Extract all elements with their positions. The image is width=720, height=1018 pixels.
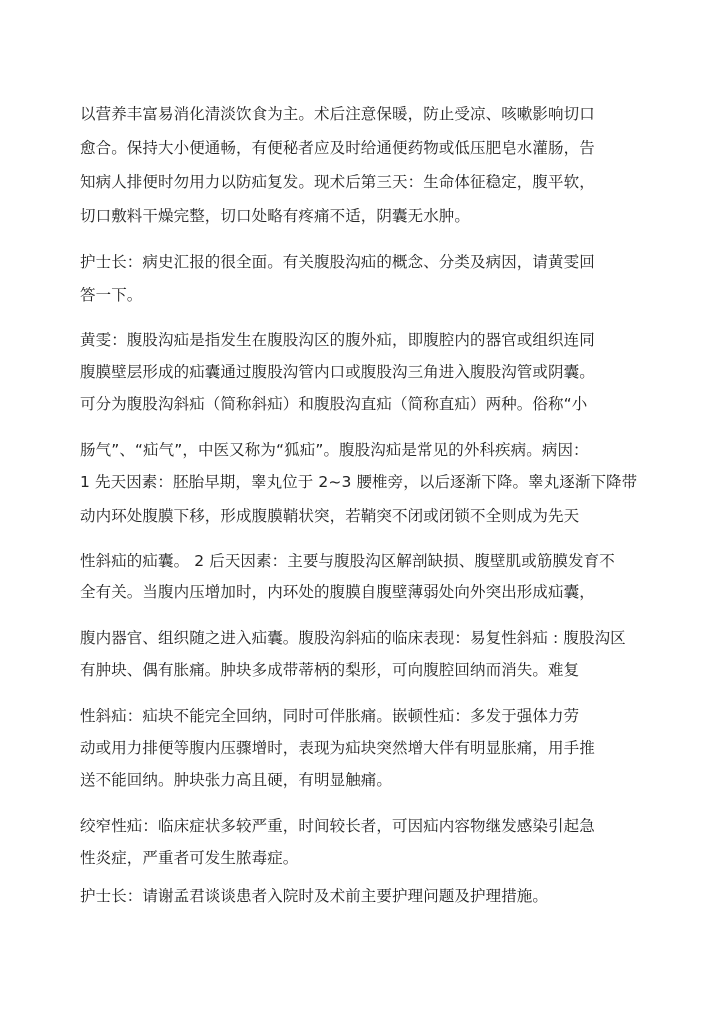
text-line: 黄雯：腹股沟疝是指发生在腹股沟区的腹外疝，即腹腔内的器官或组织连同 (80, 331, 595, 349)
text-line: 动内环处腹膜下移，形成腹膜鞘状突，若鞘突不闭或闭锁不全则成为先天 (80, 507, 580, 525)
text-line: 切口敷料干燥完整，切口处略有疼痛不适，阴囊无水肿。 (80, 207, 471, 225)
text-line: 绞窄性疝：临床症状多较严重，时间较长者，可因疝内容物继发感染引起急 (80, 817, 595, 835)
text-line: 肠气”、“疝气”，中医又称为“狐疝”。腹股沟疝是常见的外科疾病。病因： (80, 441, 589, 459)
text-line: 性炎症，严重者可发生脓毒症。 (80, 849, 299, 867)
text-line: 以营养丰富易消化清淡饮食为主。术后注意保暖，防止受凉、咳嗽影响切口 (80, 105, 595, 123)
text-line: 腹内器官、组织随之进入疝囊。腹股沟斜疝的临床表现：易复性斜疝 : 腹股沟区 (80, 629, 626, 647)
text-line: 护士长：病史汇报的很全面。有关腹股沟疝的概念、分类及病因，请黄雯回 (80, 253, 595, 271)
text-line: 愈合。保持大小便通畅，有便秘者应及时给通便药物或低压肥皂水灌肠，告 (80, 139, 595, 157)
text-line: 可分为腹股沟斜疝（简称斜疝）和腹股沟直疝（简称直疝）两种。俗称“小 (80, 395, 588, 413)
text-line: 性斜疝的疝囊。 2 后天因素：主要与腹股沟区解剖缺损、腹壁肌或筋膜发育不 (80, 552, 615, 570)
text-line: 全有关。当腹内压增加时，内环处的腹膜自腹壁薄弱处向外突出形成疝囊， (80, 583, 595, 601)
text-line: 腹膜壁层形成的疝囊通过腹股沟管内口或腹股沟三角进入腹股沟管或阴囊。 (80, 363, 595, 381)
text-line: 护士长：请谢孟君谈谈患者入院时及术前主要护理问题及护理措施。 (80, 887, 549, 905)
text-line: 知病人排便时勿用力以防疝复发。现术后第三天：生命体征稳定，腹平软， (80, 173, 595, 191)
text-line: 送不能回纳。肿块张力高且硬，有明显触痛。 (80, 771, 393, 789)
text-line: 动或用力排便等腹内压骤增时，表现为疝块突然增大伴有明显胀痛，用手推 (80, 739, 595, 757)
text-line: 有肿块、偶有胀痛。肿块多成带蒂柄的梨形，可向腹腔回纳而消失。难复 (80, 661, 580, 679)
text-line: 1 先天因素：胚胎早期，睾丸位于 2~3 腰椎旁，以后逐渐下降。睾丸逐渐下降带 (80, 473, 638, 491)
text-line: 答一下。 (80, 286, 143, 304)
text-line: 性斜疝：疝块不能完全回纳，同时可伴胀痛。嵌顿性疝：多发于强体力劳 (80, 707, 580, 725)
